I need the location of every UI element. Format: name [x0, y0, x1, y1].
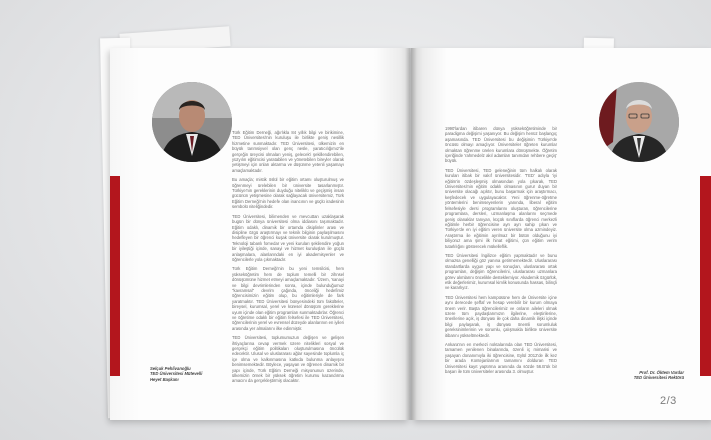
paragraph: TED Üniversitesi, bilimenden ve mevcuttan uzaklaşarak bugün bir dünya üniversitesi olma iddiasını taşımaktadır. Eğitim odaklı, dinamik bir ortamda disiplinler arası ve disipline özgü araştırmayı ve teknik bilginin paylaşılmasını hedefleyen bir öğrenci kuşak üniversite olarak kurulmuştur. Teknoloji tabanlı fomedar ve yeni kuruları şekilendire yoğun bir iyileştiği içinde, sanayi ve hizmet kuruluşları ile güçlü anlaşmalara, alanlarındaki en iyi akademisyenler ve öğrencilerle yola çıkmaktadır.	[232, 213, 344, 262]
signature-title: TED Üniversitesi Mütevelli	[150, 371, 203, 377]
book-gutter	[405, 48, 417, 420]
signature-title: Heyet Başkanı	[150, 376, 179, 382]
paragraph: Ankara'nın en merkezi noktalarında olan TED Üniversitesi, tamamen yenilenen binalarında, özenli iç mimarisi ve yaşayan donanımıyla iki öğrencisine, Eylül 2012'de ilk kez bir arada Kontejanlarının tamamını dolduran TED Üniversitesi kayıt yaptırma aranında da sözde 56.B'ük bir başarı ile tüm üniversiteler arasında 3. olmuştur.	[445, 342, 557, 375]
portrait-photo	[152, 82, 232, 162]
signature-name: Prof. Dr. Öktem Vardar	[639, 370, 684, 375]
paragraph: Türk Eğitim Derneği, ağırlıkla 84 yıllık bilgi ve birikimine, TED Üniversitesi'nin kuruluşu ile birlikte geniş nesillik hizmetine sunmaktadır. TED Üniversitesi, ülkemizin en büyük tarımsiyvel olan genç nesle, yaratıcılığımız'ile gerçeğin üreycisi olmaları yeniş, gelecek'i şekillendirebilen, yüzyılın eğitimcisi yaratabilen ve yönetebilen bireyler olarak yetişmeyi için onları aktarma ve düşünme yetenli yaşamayı amaçlamaktadır.	[232, 130, 344, 173]
portrait-photo	[599, 82, 679, 162]
paragraph: TED Üniversitesi İngilizce eğitim yapmaktadır ve bunu olmazsa genelliği göz yanına getirmemektedir. Uluslararası standartlarda uygun yapı ve sonuçları, uluslararası ortak programları, değişim öğrencilerini, uluslararası uzmanlara görev alımlarını öncelikle desteklemiyor. Akademik özgürlük, etik değerlerimiz, kurumsal kimlik konusunda hassas, bilinçli ve kararlıyız.	[445, 252, 557, 291]
signature-title: TED Üniversitesi Rektörü	[633, 375, 684, 381]
intro-text-column	[232, 130, 344, 415]
signature-block	[150, 366, 230, 382]
left-page	[110, 48, 410, 420]
red-accent-bar	[700, 176, 711, 376]
signature-block	[600, 370, 684, 381]
signature-name: Selçuk Pehlivanoğlu	[150, 366, 191, 371]
paragraph: TED Üniversitesi hem kampüsüne hem de Üniversite içine aynı derecede şeffaf ve hesap verebilir bir kurum olmaya önem verir. Başta öğrencilerimiz ve onların aileleri olmak üzere tüm paydaşlarımızın ilgilerine, eleştirilerine, önerilerine açık, iş dünyası ile çok daha dinamik ilişki içinde bilgi paylaşarak, iş dünyası önemli sorumluluk gereksinimlerinin ve sorumlu, çalışmakla birlikte üniversite itibarını yükseltmektedir.	[445, 294, 557, 338]
paragraph: 1990'lardan itibaren dünya yükseköğretiminde bir paradigma değişimi yaşanıyor. Bu değişim henüz başlangıç aşamasında. TED Üniversitesi bu değişimin Türkiye'de öncüsü olmayı amaçlıyor. Üniversiteler öğreten kurumlar olmaktan öğrenme ürelen kurumlara dönüşmekte. Öğretim içeriğinde 'rahmedelz akıl adamları tanımdan rehbere geçiş' büyük.	[445, 126, 557, 164]
rector-text-column	[445, 126, 557, 411]
paragraph: TED Üniversitesi, toplumumuzun değişen ve gelişen ihtiyaçlarına cevap vermek üzere nitelikleri sosyal ve gerçekçi eğitim politikaları oluşturulmasına öncülük edecektir. Ulusal ve uluslararası ağlar sayesinde toplumla iç içe olma ve kalkınmasına katkıda bulunma anlayışını benimsemektedir. Böylece, yaşayan ve öğrenen dinamik bir yapı içinde, Türk Eğitim Derneği misyonunun üzerinde, ülkemizin örnek bir yüksek öğretim kurumu kazandırma amacını da gerçekleştirmiş olacaktır.	[232, 335, 344, 384]
page-number: 2/3	[660, 395, 677, 407]
red-accent-bar	[110, 176, 120, 376]
paragraph: Bu amaçla; mistik öslül bir eğitim ortamı oluşturulmuş ve öğrenmeyi ürelebilen bir üniversite tasarlanmıştır. Türkiye'nin gereklerinin duyduğu niteliklü ve geçişmiş insan gücünün yetişmesine olarak sağlayacak üniversitemiz, Türk Eğitim Derneği'nin hedefe olan inancının ve güçlü iradesinin sembolü niteliğindedir.	[232, 177, 344, 210]
paragraph: Türk Eğitim Derneği'nin bu yeni temsilcisi, hem yükseköğretim hem de toplum temelli bir zihnsel dönüşümüne hizmet etmeyi amaçlamaktadır. 'Üzem, 'sanayi ve bilgi devrimlerinden sonra, içinde bulunduğumuz "kavramsal" devrim çağında, önceliği hedefimiz öğrencisimizin eğitim olup, bu eğitimleriyle de fark yaratmaktır. TED Üniversitesi bünyesindeki tüm fakülteler, bireysel, kurumsal, yerel ve küresel dönüşüm gereklerine uyum içinde olan eğitim programları sunmaktadırlar. Öğrenci ve öğretime odaklı bir eğitim felsefesi ile TED Üniversitesi, öğrencilerinin yerel ve evrensel düzeyde alanlarının en iyileri arasında yer almalarını ilke edinmiştir.	[232, 266, 344, 331]
right-page	[411, 48, 711, 420]
paragraph: TED Üniversitesi, TED geleneğinin tüm halkalı olarak kuruları itibak bir vakıf üniversitesidir. 'TED' adıyla 'iyi eğitim'in özdeşleşmiş olmasından yola çıkarak, TED Üniversitesi'nin eğitim odaklı olmasının gurur duyan bir üniversite olacağı açıktır, bunu başarmak için araştırmacı, keşfedecek ve uygulayacaktır. Yeni öğrenme-öğretme yöntemlerini benimseyenlerin yanında, liberal eğitim felsefesiyle dersi programlarını oluşturan, öğrencilerine programlara, dersleri, uzmanlaşma alanlarını seçmede geniş olanaklar tanıyan, küçük sınıflarda öğrenci merkezli eğitimle herbir öğrencisine ayrı ayrı sahip çıkan ve Türkiye'de en iyi eğitim veren üniversite olma azmindeyiz. Araştırma ile eğitimin ayrılmaz bir bütün olduğunu iyi biliyoruz ama şimi ilk hinat eğitimi, çün eğitim verim tutarlılığını gösterecek mükelleflik.	[445, 167, 557, 249]
